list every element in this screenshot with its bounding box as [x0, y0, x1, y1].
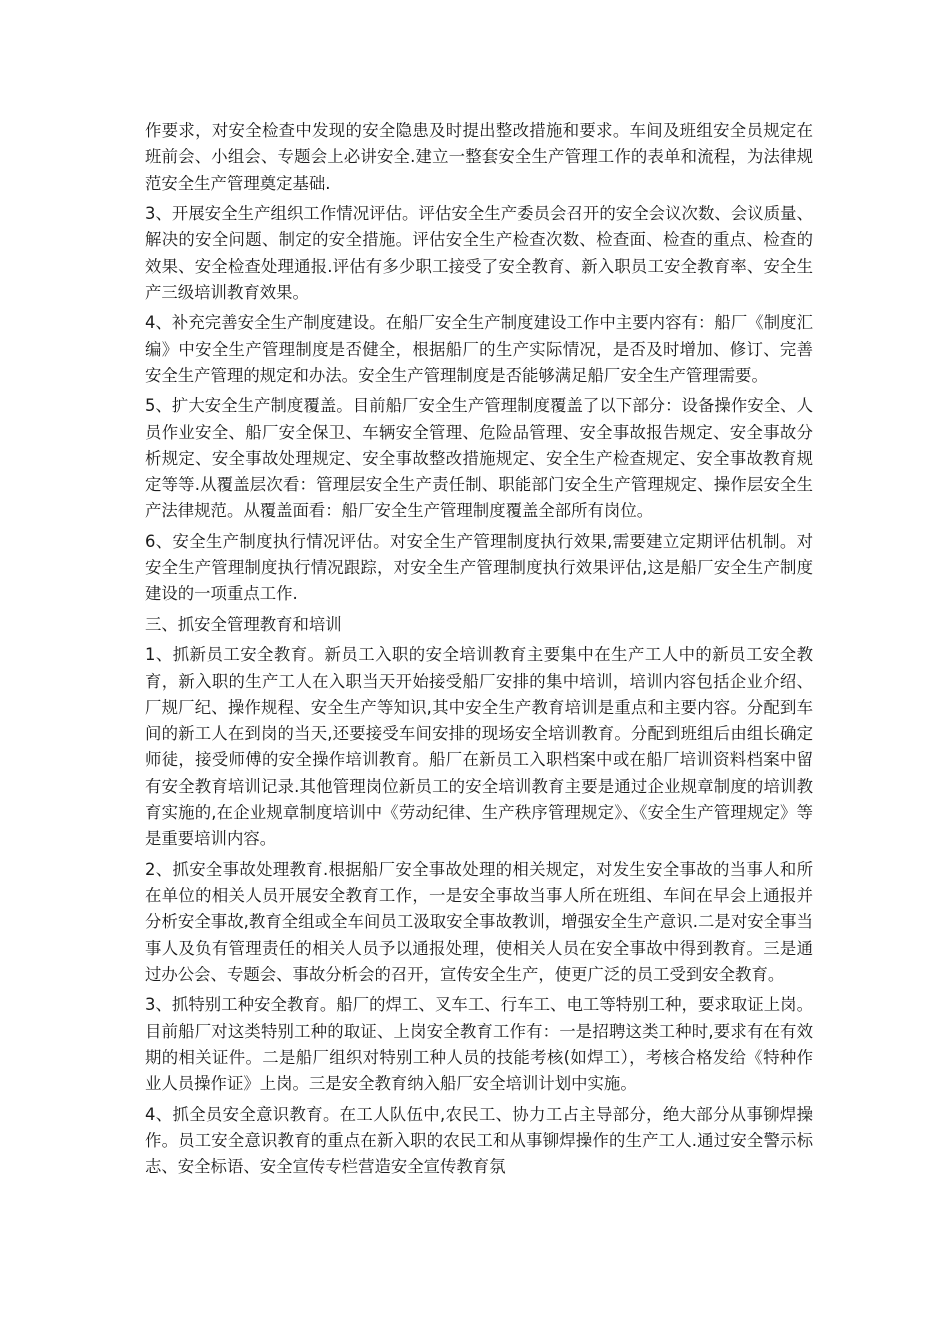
paragraph-item-2-accident-education: 2、抓安全事故处理教育.根据船厂安全事故处理的相关规定，对发生安全事故的当事人和所在单位的相关人员开展安全教育工作，一是安全事故当事人所在班组、车间在早会上通报并分析安全事故,教育全组或全车间员工汲取安全事故教训，增强安全生产意识.二是对安全事当事人及负有管理责任的相关人员予以通报处理，使相关人员在安全事故中得到教育。三是通过办公会、专题会、事故分析会的召开，宣传安全生产，使更广泛的员工受到安全教育。 [145, 859, 813, 984]
paragraph-item-5-system-coverage: 5、扩大安全生产制度覆盖。目前船厂安全生产管理制度覆盖了以下部分：设备操作安全、人员作业安全、船厂安全保卫、车辆安全管理、危险品管理、安全事故报告规定、安全事故分析规定、安全事故处理规定、安全事故整改措施规定、安全生产检查规定、安全事故教育规定等等.从覆盖层次看：管理层安全生产责任制、职能部门安全生产管理规定、操作层安全生产法律规范。从覆盖面看：船厂安全生产管理制度覆盖全部所有岗位。 [145, 396, 813, 521]
paragraph-item-3-special-trade-education: 3、抓特别工种安全教育。船厂的焊工、叉车工、行车工、电工等特别工种，要求取证上岗。目前船厂对这类特别工种的取证、上岗安全教育工作有：一是招聘这类工种时,要求有在有效期的相关证件。二是船厂组织对特别工种人员的技能考核(如焊工），考核合格发给《特种作业人员操作证》上岗。三是安全教育纳入船厂安全培训计划中实施。 [145, 995, 813, 1094]
paragraph-item-1-new-employee-education: 1、抓新员工安全教育。新员工入职的安全培训教育主要集中在生产工人中的新员工安全教育，新入职的生产工人在入职当天开始接受船厂安排的集中培训，培训内容包括企业介绍、厂规厂纪、操作规程、安全生产等知识,其中安全生产教育培训是重点和主要内容。分配到车间的新工人在到岗的当天,还要接受车间安排的现场安全培训教育。分配到班组后由组长确定师徒，接受师傅的安全操作培训教育。船厂在新员工入职档案中或在船厂培训资料档案中留有安全教育培训记录.其他管理岗位新员工的安全培训教育主要是通过企业规章制度的培训教育实施的,在企业规章制度培训中《劳动纪律、生产秩序管理规定》、《安全生产管理规定》等是重要培训内容。 [145, 645, 813, 849]
paragraph-item-4-system-construction: 4、补充完善安全生产制度建设。在船厂安全生产制度建设工作中主要内容有：船厂《制度汇编》中安全生产管理制度是否健全，根据船厂的生产实际情况，是否及时增加、修订、完善安全生产管理的规定和办法。安全生产管理制度是否能够满足船厂安全生产管理需要。 [145, 313, 813, 385]
paragraph-continuation: 作要求，对安全检查中发现的安全隐患及时提出整改措施和要求。车间及班组安全员规定在班前会、小组会、专题会上必讲安全.建立一整套安全生产管理工作的表单和流程，为法律规范安全生产管理奠定基础. [145, 121, 813, 193]
paragraph-item-3-organization-assessment: 3、开展安全生产组织工作情况评估。评估安全生产委员会召开的安全会议次数、会议质量、解决的安全问题、制定的安全措施。评估安全生产检查次数、检查面、检查的重点、检查的效果、安全检查处理通报.评估有多少职工接受了安全教育、新入职员工安全教育率、安全生产三级培训教育效果。 [145, 203, 813, 302]
paragraph-item-4-awareness-education: 4、抓全员安全意识教育。在工人队伍中,农民工、协力工占主导部分，绝大部分从事铆焊操作。员工安全意识教育的重点在新入职的农民工和从事铆焊操作的生产工人.通过安全警示标志、安全标语、安全宣传专栏营造安全宣传教育氛 [145, 1104, 813, 1177]
document-body [145, 118, 813, 1185]
paragraph-item-6-execution-assessment: 6、安全生产制度执行情况评估。对安全生产管理制度执行效果,需要建立定期评估机制。对安全生产管理制度执行情况跟踪，对安全生产管理制度执行效果评估,这是船厂安全生产制度建设的一项重点工作. [145, 531, 813, 604]
section-heading-education-training: 三、抓安全管理教育和培训 [145, 614, 342, 634]
